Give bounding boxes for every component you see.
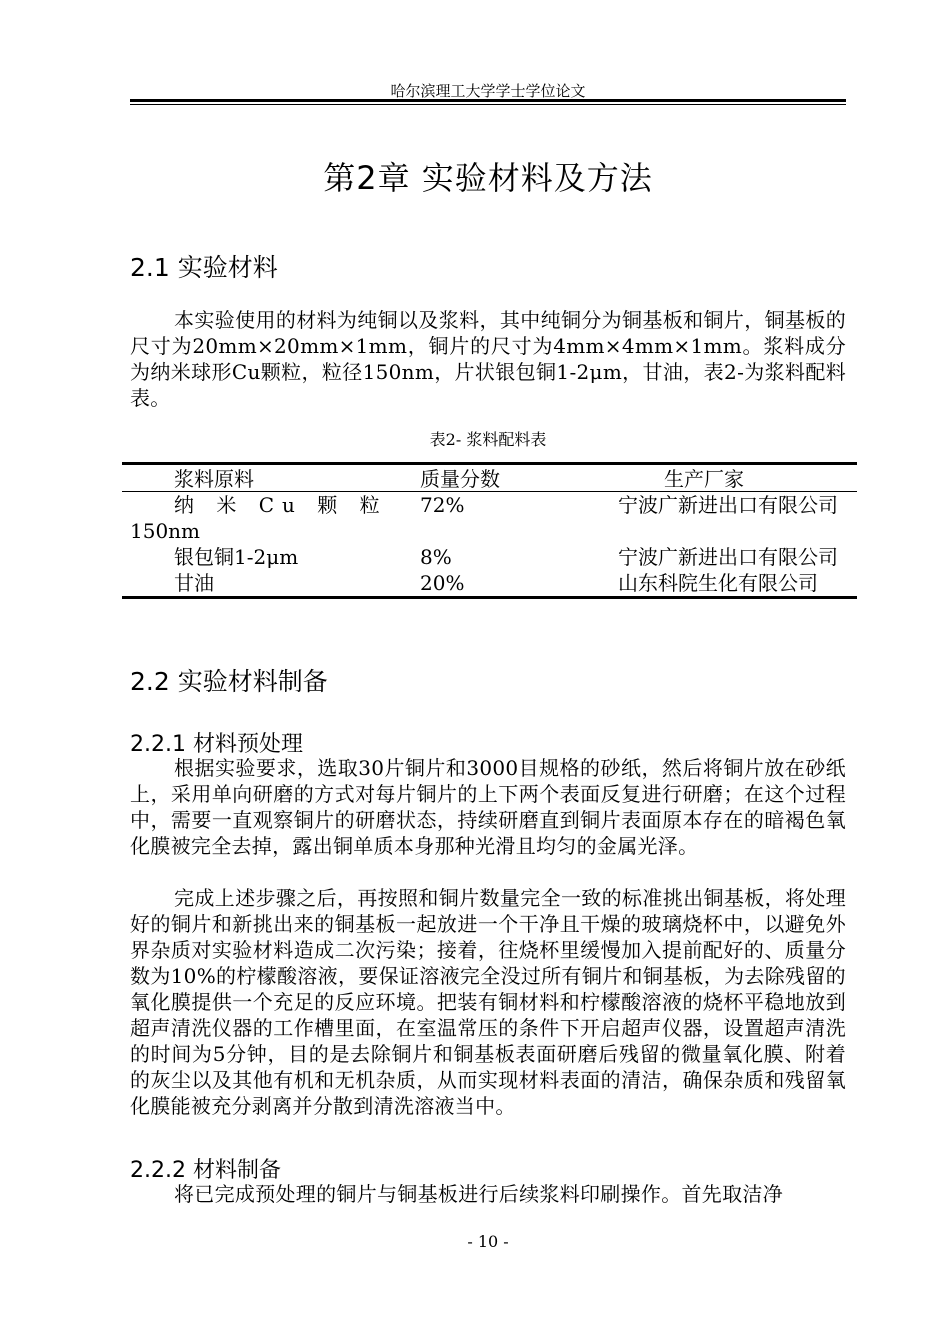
section-heading-2-2: 2.2 实验材料制备: [130, 667, 328, 696]
subsection-2-2-2-paragraph-1: 将已完成预处理的铜片与铜基板进行后续浆料印刷操作。首先取洁净: [174, 1182, 783, 1206]
table-header-row: [122, 464, 857, 492]
table-cell-fraction: 20%: [420, 571, 465, 595]
table-caption: 表2- 浆料配料表: [429, 430, 547, 449]
material-name: 甘油: [174, 571, 214, 595]
table-header-fraction: 质量分数: [420, 464, 618, 492]
table-cell-material: [122, 544, 420, 570]
subsection-heading-2-2-1: 2.2.1 材料预处理: [130, 732, 303, 757]
running-header: 哈尔滨理工大学学士学位论文: [390, 82, 586, 100]
page-number: - 10 -: [467, 1232, 509, 1251]
chapter-title: 第2章 实验材料及方法: [323, 159, 653, 197]
table-header-maker: 生产厂家: [618, 464, 857, 492]
table-row: [122, 492, 857, 545]
header-rule-thick: [130, 99, 846, 102]
table-row: [122, 544, 857, 570]
table-cell-material: [122, 570, 420, 598]
table-cell-maker: 宁波广新进出口有限公司: [618, 493, 838, 517]
table-row: [122, 570, 857, 598]
subsection-heading-2-2-2: 2.2.2 材料制备: [130, 1158, 281, 1183]
table-header-material: 浆料原料: [122, 464, 420, 492]
material-name: 银包铜1-2μm: [174, 545, 299, 569]
materials-table: [122, 462, 857, 599]
section-heading-2-1: 2.1 实验材料: [130, 253, 278, 282]
material-name-continued: 150nm: [130, 519, 201, 543]
table-cell-fraction: 8%: [420, 545, 452, 569]
header-rule-thin: [130, 104, 846, 105]
section-2-1-paragraph: 本实验使用的材料为纯铜以及浆料，其中纯铜分为铜基板和铜片，铜基板的尺寸为20mm×20mm×1mm，铜片的尺寸为4mm×4mm×1mm。浆料成分为纳米球形Cu颗粒，粒径150nm，片状银包铜1-2μm，甘油，表2-为浆料配料表。: [130, 308, 846, 410]
table-cell-fraction: 72%: [420, 493, 465, 517]
table-cell-maker: 山东科院生化有限公司: [618, 571, 818, 595]
material-name: 纳 米 Cu 颗 粒: [174, 493, 388, 517]
table-cell-material: [122, 492, 420, 545]
subsection-2-2-1-paragraph-1: 根据实验要求，选取30片铜片和3000目规格的砂纸，然后将铜片放在砂纸上，采用单向研磨的方式对每片铜片的上下两个表面反复进行研磨；在这个过程中，需要一直观察铜片的研磨状态，持续研磨直到铜片表面原本存在的暗褐色氧化膜被完全去掉，露出铜单质本身那种光滑且均匀的金属光泽。: [130, 756, 846, 858]
subsection-2-2-1-paragraph-2: 完成上述步骤之后，再按照和铜片数量完全一致的标准挑出铜基板，将处理好的铜片和新挑出来的铜基板一起放进一个干净且干燥的玻璃烧杯中，以避免外界杂质对实验材料造成二次污染；接着，往烧杯里缓慢加入提前配好的、质量分数为10%的柠檬酸溶液，要保证溶液完全没过所有铜片和铜基板，为去除残留的氧化膜提供一个充足的反应环境。把装有铜材料和柠檬酸溶液的烧杯平稳地放到超声清洗仪器的工作槽里面，在室温常压的条件下开启超声仪器，设置超声清洗的时间为5分钟，目的是去除铜片和铜基板表面研磨后残留的微量氧化膜、附着的灰尘以及其他有机和无机杂质，从而实现材料表面的清洁，确保杂质和残留氧化膜能被充分剥离并分散到清洗溶液当中。: [130, 886, 846, 1118]
table-cell-maker: 宁波广新进出口有限公司: [618, 545, 838, 569]
